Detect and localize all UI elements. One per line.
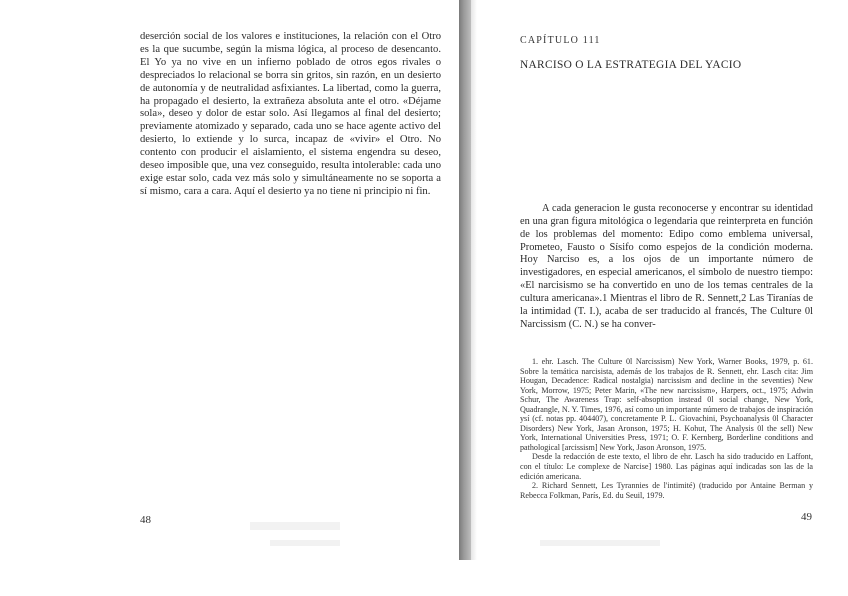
right-page-body — [520, 203, 813, 331]
bleed-through-mark — [250, 522, 340, 530]
bleed-through-mark — [270, 540, 340, 546]
footnote: 1. ehr. Lasch. The Culture 0l Narcissism) New York, Warner Books, 1979, p. 61. Sobre la temática narcisista, además de los trabajos de R. Sennett, ehr. Lasch cita: Jim Hougan, Decadence: Radical nostalgia) narcissism and decline in the seventies) New York, Morrow, 1975; Peter Marin, «The new narcissism», Harpers, oct., 1975; Adwin Schur, The Awareness Trap: self-absoption instead 0l social change, New York, Quadrangle, N. Y. Times, 1976, así como un importante número de trabajos de inspiración ysí (cf. notas pp. 404407), concretamente P. L. Giovachini, Psychoanalysis 0l Character Disorders) New York, Jasan Aronson, 1975; H. Kohut, The Analysis 0l the sell) New York, International Universities Press, 1971; O. F. Kernberg, Borderline conditions and pathological [arcissism] New York, Jason Aronson, 1975. — [520, 357, 813, 452]
footnote: Desde la redacción de este texto, el libro de ehr. Lasch ha sido traducido en Laffont, con el título: Le complexe de Narcise] 1980. Las páginas aquí indicadas son las de la edición americana. — [520, 452, 813, 481]
right-page-number: 49 — [801, 511, 812, 523]
left-page-body — [140, 31, 441, 199]
footnotes — [520, 357, 813, 500]
right-page — [470, 0, 848, 596]
chapter-label: CAPÍTULO 111 — [520, 35, 601, 46]
left-page-paragraph: deserción social de los valores e instituciones, la relación con el Otro es la que sucumbe, según la misma lógica, al proceso de desencanto. El Yo ya no vive en un infierno poblado de otros egos rivales o despreciados lo relacional se borra sin gritos, sin razón, en un desierto de autonomía y de neutralidad asfixiantes. La libertad, como la guerra, ha propagado el desierto, la extrañeza absoluta ante el otro. «Déjame sola», deseo y dolor de estar solo. Así llegamos al final del desierto; previamente atomizado y separado, cada uno se hace agente activo del desierto, lo extiende y lo surca, incapaz de «vivir» el Otro. No contento con producir el aislamiento, el sistema engendra su deseo, deseo imposible que, una vez conseguido, resulta intolerable: cada uno exige estar solo, cada vez más solo y simultáneamente no se soporta a sí mismo, cara a cara. Aquí el desierto ya no tiene ni principio ni fin. — [140, 31, 441, 197]
footnote: 2. Richard Sennett, Les Tyrannies de l'intimité) (traducido por Antaine Berman y Rebecca Folkman, París, Ed. du Seuil, 1979. — [520, 481, 813, 500]
left-page-number: 48 — [140, 514, 151, 526]
right-page-paragraph: A cada generacion le gusta reconocerse y encontrar su identidad en una gran figura mitológica o legendaria que reinterpreta en función de los problemas del momento: Edipo como emblema universal, Prometeo, Fausto o Sísifo como espejos de la condición moderna. Hoy Narciso es, a los ojos de un importante número de investigadores, en especial americanos, el símbolo de nuestro tiempo: «El narcisismo se ha convertido en uno de los temas centrales de la cultura americana».1 Mientras el libro de R. Sennett,2 Las Tiranías de la intimidad (T. I.), acaba de ser traducido al francés, The Culture 0l Narcissism (C. N.) se ha conver- — [520, 203, 813, 330]
chapter-title: NARCISO O LA ESTRATEGIA DEL YACIO — [520, 59, 742, 71]
